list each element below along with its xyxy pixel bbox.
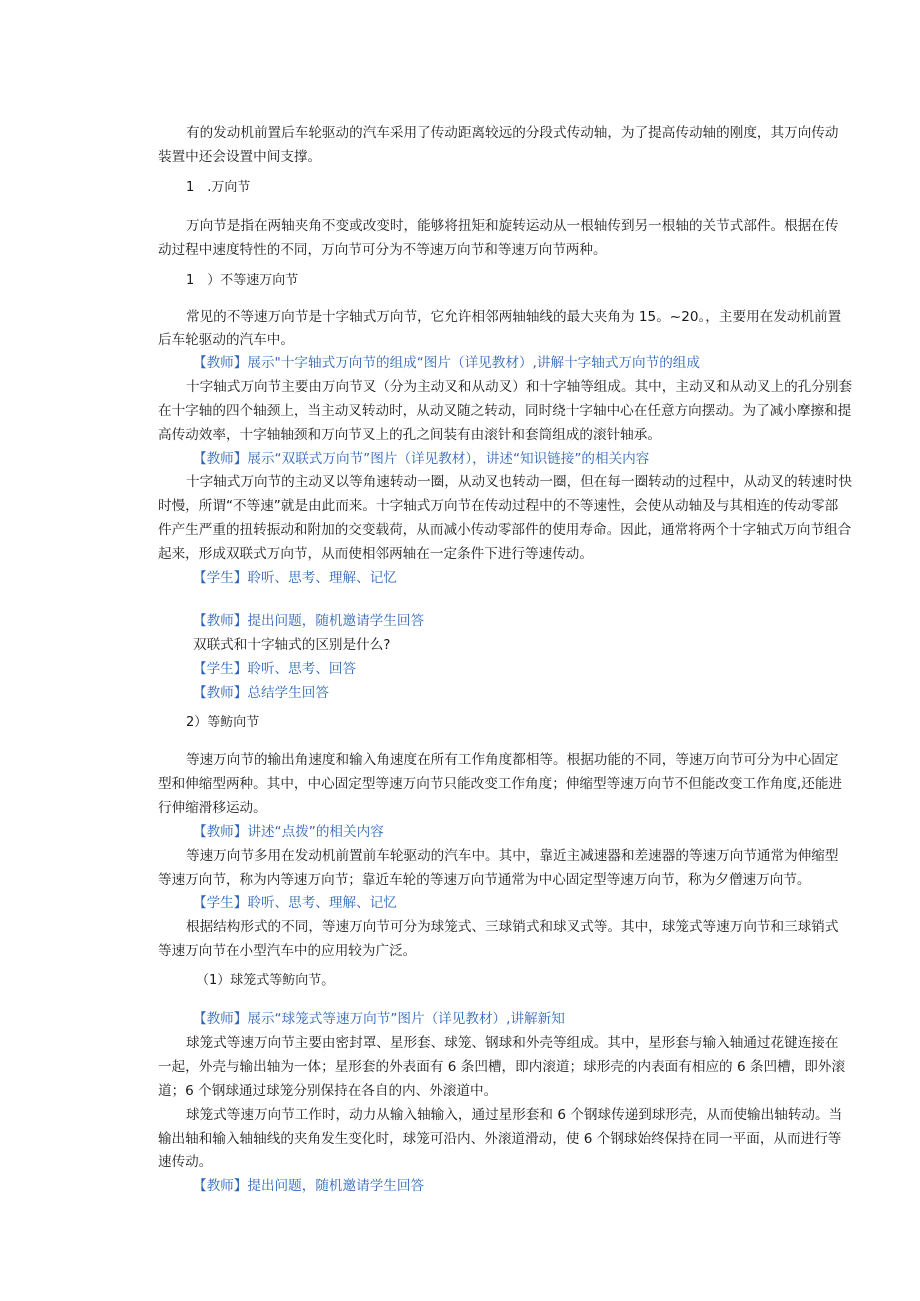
- paragraph-line: 起来，形成双联式万向节，从而使相邻两轴在一定条件下进行等速传动。: [158, 546, 593, 562]
- teacher-note: 【教师】展示"十字轴式万向节的组成“图片（详见教材）,讲解十字轴式万向节的组成: [193, 355, 700, 371]
- paragraph-line: 后车轮驱动的汽车中。: [158, 332, 294, 348]
- section-heading: 1 ）不等速万向节: [186, 273, 299, 288]
- paragraph-line: 球笼式等速万向节主要由密封罩、星形套、球笼、钢球和外壳等组成。其中，星形套与输入轴通过花键连接在: [186, 1035, 839, 1051]
- question-line: 双联式和十字轴式的区别是什么?: [193, 637, 391, 653]
- section-heading: 2）等鲂向节: [186, 715, 260, 730]
- teacher-note: 【教师】展示“球笼式等速万向节”图片（详见教材）,讲解新知: [193, 1011, 565, 1027]
- paragraph-line: 动过程中速度特性的不同，万向节可分为不等速万向节和等速万向节两种。: [158, 242, 607, 258]
- paragraph-line: 在十字轴的四个轴颈上，当主动叉转动时，从动叉随之转动，同时绕十字轴中心在任意方向摆动。为了减小摩擦和提: [158, 403, 852, 419]
- paragraph-line: 道；6 个钢球通过球笼分别保持在各自的内、外滚道中。: [158, 1083, 498, 1099]
- paragraph-line: 十字轴式万向节主要由万向节叉（分为主动叉和从动叉）和十字轴等组成。其中，主动叉和从动叉上的孔分别套: [186, 379, 853, 395]
- student-note: 【学生】聆听、思考、理解、记忆: [193, 570, 397, 586]
- paragraph-line: 速传动。: [158, 1154, 213, 1170]
- paragraph-line: 时慢，所谓“不等速”就是由此而来。十字轴式万向节在传动过程中的不等速性，会使从动轴及与其相连的传动零部: [158, 498, 839, 514]
- section-heading: （1）球笼式等鲂向节。: [196, 973, 335, 988]
- paragraph-line: 等速万向节，称为内等速万向节；靠近车轮的等速万向节通常为中心固定型等速万向节，称为夕僧速万向节。: [158, 872, 811, 888]
- paragraph-line: 高传动效率，十字轴轴颈和万向节叉上的孔之间装有由滚针和套筒组成的滚针轴承。: [158, 427, 661, 443]
- paragraph-line: 等速万向节多用在发动机前置前车轮驱动的汽车中。其中，靠近主减速器和差速器的等速万向节通常为伸缩型: [186, 848, 839, 864]
- teacher-note: 【教师】提出问题，随机邀请学生回答: [193, 613, 425, 629]
- paragraph-line: 装置中还会设置中间支撑。: [158, 149, 322, 165]
- student-note: 【学生】聆听、思考、回答: [193, 661, 357, 677]
- teacher-note: 【教师】总结学生回答: [193, 685, 329, 701]
- paragraph-line: 球笼式等速万向节工作时，动力从输入轴输入，通过星形套和 6 个钢球传递到球形壳，从而使输出轴转动。当: [186, 1107, 843, 1123]
- teacher-note: 【教师】提出问题，随机邀请学生回答: [193, 1178, 425, 1194]
- paragraph-line: 输出轴和输入轴轴线的夹角发生变化时，球笼可沿内、外滚道滑动，使 6 个钢球始终保持在同一平面，从而进行等: [158, 1131, 842, 1147]
- paragraph-line: 等速万向节的输出角速度和输入角速度在所有工作角度都相等。根据功能的不同，等速万向节可分为中心固定: [186, 752, 839, 768]
- student-note: 【学生】聆听、思考、理解、记忆: [193, 895, 397, 911]
- paragraph-line: 常见的不等速万向节是十字轴式万向节，它允许相邻两轴轴线的最大夹角为 15。~20。，主要用在发动机前置: [186, 309, 842, 325]
- teacher-note: 【教师】展示“双联式万向节”图片（详见教材），讲述“知识链接”的相关内容: [193, 451, 650, 467]
- paragraph-line: 万向节是指在两轴夹角不变或改变时，能够将扭矩和旋转运动从一根轴传到另一根轴的关节式部件。根据在传: [186, 218, 839, 234]
- paragraph-line: 行伸缩滑移运动。: [158, 800, 267, 816]
- paragraph-line: 型和伸缩型两种。其中，中心固定型等速万向节只能改变工作角度；伸缩型等速万向节不但能改变工作角度,还能进: [158, 776, 843, 792]
- section-heading: 1 .万向节: [186, 180, 251, 195]
- paragraph-line: 十字轴式万向节的主动叉以等角速转动一圈，从动叉也转动一圈，但在每一圈转动的过程中，从动叉的转速时快: [186, 474, 853, 490]
- paragraph-line: 件产生严重的扭转振动和附加的交变载荷，从而减小传动零部件的使用寿命。因此，通常将两个十字轴式万向节组合: [158, 522, 852, 538]
- teacher-note: 【教师】讲述“点拨”的相关内容: [193, 824, 384, 840]
- paragraph-line: 等速万向节在小型汽车中的应用较为广泛。: [158, 943, 417, 959]
- paragraph-line: 一起，外壳与输出轴为一体；星形套的外表面有 6 条凹槽，即内滚道；球形壳的内表面有相应的 6 条凹槽，即外滚: [158, 1059, 846, 1075]
- paragraph-line: 有的发动机前置后车轮驱动的汽车采用了传动距离较远的分段式传动轴，为了提高传动轴的刚度，其万向传动: [186, 125, 839, 141]
- paragraph-line: 根据结构形式的不同，等速万向节可分为球笼式、三球销式和球叉式等。其中，球笼式等速万向节和三球销式: [186, 919, 839, 935]
